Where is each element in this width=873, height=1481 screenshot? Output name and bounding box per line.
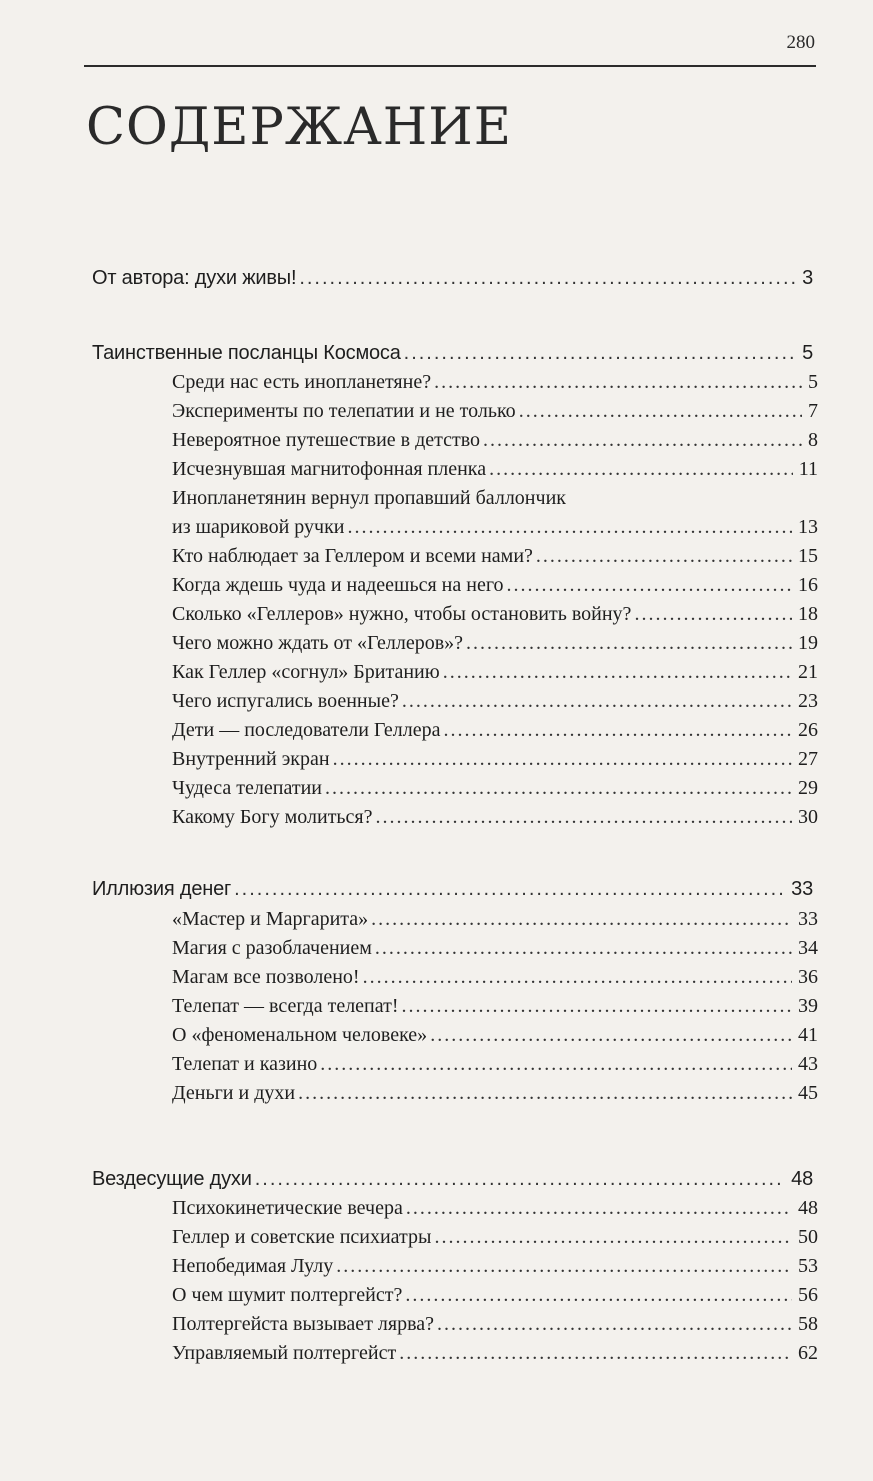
toc-chapter-title: Кто наблюдает за Геллером и всеми нами? — [172, 545, 533, 567]
toc-page-number: 18 — [798, 603, 818, 625]
toc-chapter-title: Телепат и казино — [172, 1053, 318, 1075]
toc-chapter-title: Когда ждешь чуда и надеешься на него — [172, 574, 504, 596]
toc-chapter-entry[interactable] — [172, 1342, 818, 1372]
toc-chapter-entry[interactable] — [172, 1197, 818, 1227]
toc-chapter-title: Исчезнувшая магнитофонная пленка — [172, 458, 487, 480]
toc-page-number: 33 — [791, 878, 813, 900]
toc-page-number: 39 — [798, 995, 818, 1017]
leader-dots — [402, 690, 792, 713]
toc-page-number: 33 — [798, 908, 818, 930]
toc-part-entry[interactable] — [92, 342, 813, 372]
toc-page-number: 21 — [798, 661, 818, 683]
toc-part-entry[interactable] — [92, 878, 813, 908]
toc-chapter-title: Телепат — всегда телепат! — [172, 995, 399, 1017]
leader-dots — [466, 632, 792, 655]
toc-page-number: 48 — [798, 1197, 818, 1219]
toc-chapter-entry[interactable] — [172, 516, 818, 546]
toc-chapter-entry[interactable] — [172, 777, 818, 807]
leader-dots — [634, 603, 792, 626]
toc-part-title: Вездесущие духи — [92, 1168, 252, 1190]
leader-dots — [371, 908, 792, 931]
toc-page-number: 15 — [798, 545, 818, 567]
toc-chapter-title: Полтергейста вызывает лярва? — [172, 1313, 435, 1335]
toc-chapter-title: из шариковой ручки — [172, 516, 345, 538]
toc-chapter-entry[interactable] — [172, 966, 818, 996]
toc-chapter-entry[interactable] — [172, 400, 818, 430]
page-title: СОДЕРЖАНИЕ — [86, 98, 512, 157]
leader-dots — [437, 1313, 792, 1336]
toc-chapter-entry[interactable] — [172, 937, 818, 967]
leader-dots — [536, 545, 792, 568]
toc-chapter-entry[interactable] — [172, 1024, 818, 1054]
toc-page-number: 43 — [798, 1053, 818, 1075]
leader-dots — [489, 458, 793, 481]
toc-chapter-title: Чего можно ждать от «Геллеров»? — [172, 632, 464, 654]
leader-dots — [402, 995, 792, 1018]
toc-chapter-entry[interactable] — [172, 690, 818, 720]
leader-dots — [434, 1226, 792, 1249]
toc-page-number: 36 — [798, 966, 818, 988]
toc-page-number: 29 — [798, 777, 818, 799]
leader-dots — [507, 574, 792, 597]
toc-page-number: 16 — [798, 574, 818, 596]
toc-part-title: Иллюзия денег — [92, 878, 232, 900]
toc-page-number: 41 — [798, 1024, 818, 1046]
toc-chapter-entry[interactable] — [172, 632, 818, 662]
toc-chapter-title: Чего испугались военные? — [172, 690, 399, 712]
toc-chapter-entry[interactable] — [172, 908, 818, 938]
leader-dots — [406, 1197, 792, 1220]
leader-dots — [375, 937, 792, 960]
leader-dots — [333, 748, 792, 771]
toc-chapter-title: «Мастер и Маргарита» — [172, 908, 369, 930]
toc-chapter-entry[interactable] — [172, 1313, 818, 1343]
toc-chapter-title: Деньги и духи — [172, 1082, 296, 1104]
toc-chapter-title: Какому Богу молиться? — [172, 806, 373, 828]
toc-page-number: 23 — [798, 690, 818, 712]
toc-page-number: 8 — [808, 429, 818, 451]
toc-chapter-entry[interactable] — [172, 806, 818, 836]
toc-part-title: От автора: духи живы! — [92, 267, 297, 289]
toc-chapter-title: Как Геллер «согнул» Британию — [172, 661, 440, 683]
leader-dots — [483, 429, 802, 452]
toc-chapter-title: Чудеса телепатии — [172, 777, 322, 799]
toc-page-number: 45 — [798, 1082, 818, 1104]
leader-dots — [434, 371, 802, 394]
toc-page-number: 50 — [798, 1226, 818, 1248]
toc-chapter-title: Дети — последователи Геллера — [172, 719, 441, 741]
toc-chapter-title: О чем шумит полтергейст? — [172, 1284, 403, 1306]
toc-chapter-title: Непобедимая Лулу — [172, 1255, 334, 1277]
leader-dots — [443, 661, 792, 684]
toc-chapter-entry[interactable] — [172, 1053, 818, 1083]
toc-page-number: 27 — [798, 748, 818, 770]
toc-part-title: Таинственные посланцы Космоса — [92, 342, 401, 364]
toc-chapter-title: Геллер и советские психиатры — [172, 1226, 432, 1248]
toc-chapter-title: Магам все позволено! — [172, 966, 360, 988]
toc-chapter-entry[interactable] — [172, 545, 818, 575]
toc-chapter-entry[interactable] — [172, 458, 818, 488]
leader-dots — [320, 1053, 792, 1076]
toc-chapter-entry[interactable] — [172, 719, 818, 749]
toc-chapter-entry[interactable] — [172, 748, 818, 778]
toc-chapter-entry[interactable] — [172, 1255, 818, 1285]
toc-page-number: 3 — [802, 267, 813, 289]
toc-page-number: 53 — [798, 1255, 818, 1277]
leader-dots — [399, 1342, 792, 1365]
toc-chapter-title: Невероятное путешествие в детство — [172, 429, 481, 451]
leader-dots — [444, 719, 792, 742]
toc-page-number: 30 — [798, 806, 818, 828]
toc-chapter-entry[interactable] — [172, 1284, 818, 1314]
toc-page-number: 56 — [798, 1284, 818, 1306]
leader-dots — [348, 516, 792, 539]
toc-page-number: 62 — [798, 1342, 818, 1364]
toc-chapter-entry[interactable] — [172, 371, 818, 401]
toc-chapter-entry[interactable] — [172, 603, 818, 633]
toc-page-number: 5 — [808, 371, 818, 393]
leader-dots — [519, 400, 802, 423]
toc-chapter-entry[interactable] — [172, 1226, 818, 1256]
leader-dots — [363, 966, 792, 989]
leader-dots — [430, 1024, 792, 1047]
toc-page-number: 13 — [798, 516, 818, 538]
toc-chapter-title: Магия с разоблачением — [172, 937, 372, 959]
toc-chapter-entry[interactable] — [172, 1082, 818, 1112]
toc-chapter-entry[interactable] — [172, 661, 818, 691]
toc-chapter-title: Психокинетические вечера — [172, 1197, 403, 1219]
toc-chapter-entry-line1[interactable] — [172, 487, 566, 517]
toc-part-entry[interactable] — [92, 1168, 813, 1198]
toc-chapter-title: Внутренний экран — [172, 748, 330, 770]
toc-page-number: 5 — [802, 342, 813, 364]
toc-chapter-entry[interactable] — [172, 429, 818, 459]
toc-page-number: 34 — [798, 937, 818, 959]
toc-page-number: 48 — [791, 1168, 813, 1190]
toc-page-number: 7 — [808, 400, 818, 422]
leader-dots — [336, 1255, 792, 1278]
toc-part-entry[interactable] — [92, 267, 813, 297]
toc-chapter-title: Эксперименты по телепатии и не только — [172, 400, 516, 422]
toc-page-number: 11 — [798, 458, 818, 480]
leader-dots — [376, 806, 792, 829]
page-number: 280 — [786, 32, 815, 53]
header-rule — [84, 65, 816, 67]
toc-chapter-entry[interactable] — [172, 995, 818, 1025]
toc-chapter-title: Управляемый полтергейст — [172, 1342, 397, 1364]
toc-chapter-title: О «феноменальном человеке» — [172, 1024, 428, 1046]
leader-dots — [299, 267, 796, 290]
leader-dots — [298, 1082, 792, 1105]
toc-page-number: 58 — [798, 1313, 818, 1335]
leader-dots — [405, 1284, 792, 1307]
toc-chapter-title: Инопланетянин вернул пропавший баллончик — [172, 487, 566, 509]
toc-chapter-title: Сколько «Геллеров» нужно, чтобы остановить войну? — [172, 603, 632, 625]
leader-dots — [404, 342, 796, 365]
toc-page-number: 26 — [798, 719, 818, 741]
leader-dots — [255, 1168, 785, 1191]
leader-dots — [325, 777, 792, 800]
leader-dots — [234, 878, 785, 901]
toc-page-number: 19 — [798, 632, 818, 654]
toc-chapter-entry[interactable] — [172, 574, 818, 604]
toc-chapter-title: Среди нас есть инопланетяне? — [172, 371, 432, 393]
